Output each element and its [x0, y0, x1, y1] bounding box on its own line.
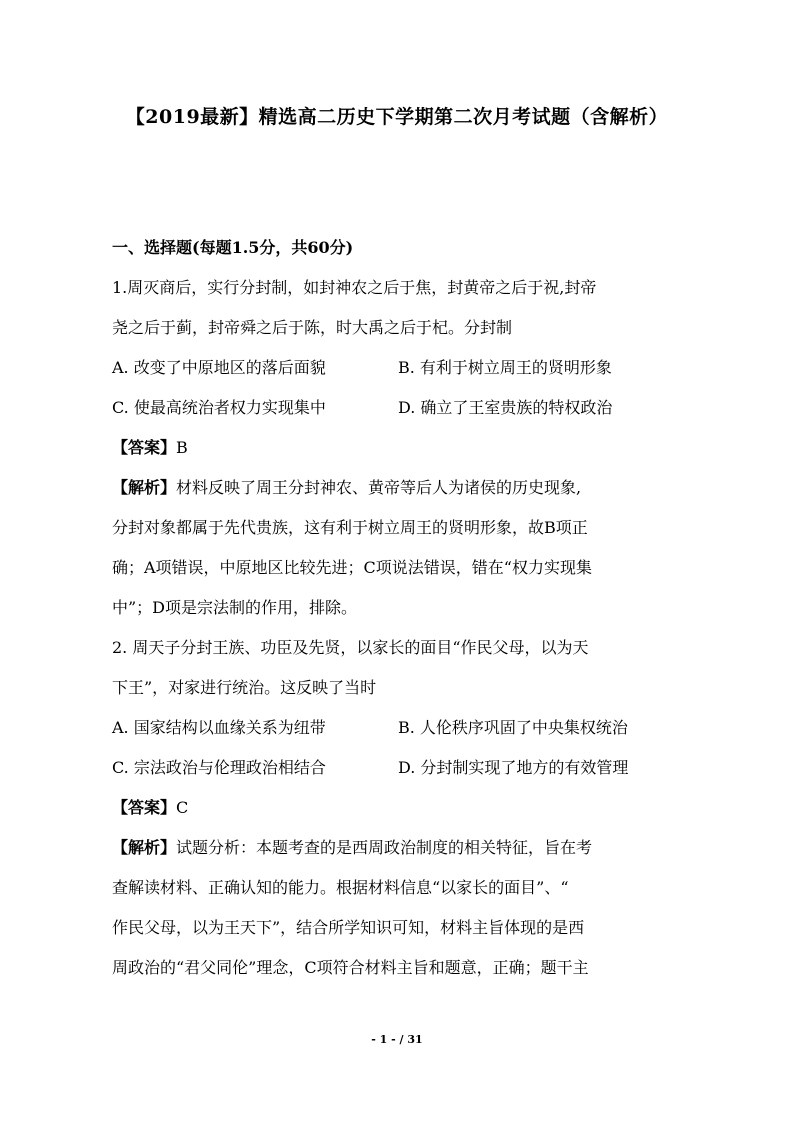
question-1-option-c: C. 使最高统治者权力实现集中 — [112, 398, 326, 417]
question-1-analysis-line-1 — [112, 468, 684, 508]
answer-value: B — [176, 438, 188, 457]
answer-value: C — [176, 798, 189, 817]
question-1-analysis-line-4: 中”；D项是宗法制的作用，排除。 — [112, 598, 358, 617]
question-2-stem-line-2: 下王”，对家进行统治。这反映了当时 — [112, 678, 377, 697]
question-1-option-d: D. 确立了王室贵族的特权政治 — [398, 398, 613, 417]
question-2-option-a: A. 国家结构以血缘关系为纽带 — [112, 718, 326, 737]
question-2-answer — [112, 788, 684, 828]
question-1-answer — [112, 428, 684, 468]
question-2-option-b: B. 人伦秩序巩固了中央集权统治 — [398, 718, 628, 737]
question-1-stem-line-1: 1.周灭商后，实行分封制，如封神农之后于焦，封黄帝之后于祝,封帝 — [112, 278, 597, 297]
question-2-options-row-2 — [112, 748, 684, 788]
question-1-option-b: B. 有利于树立周王的贤明形象 — [398, 358, 612, 377]
document-title: 【2019最新】精选高二历史下学期第二次月考试题（含解析） — [125, 106, 669, 128]
question-1-options-row-1 — [112, 348, 684, 388]
question-2-analysis-line-3: 作民父母，以为王天下”，结合所学知识可知，材料主旨体现的是西 — [112, 918, 585, 937]
question-2-option-c: C. 宗法政治与伦理政治相结合 — [112, 758, 326, 777]
question-1-analysis-line-3: 确；A项错误，中原地区比较先进；C项说法错误，错在“权力实现集 — [112, 558, 592, 577]
question-2-stem-line-1: 2. 周天子分封王族、功臣及先贤，以家长的面目“作民父母，以为天 — [112, 638, 589, 657]
question-1-analysis-line-2: 分封对象都属于先代贵族，这有利于树立周王的贤明形象，故B项正 — [112, 518, 588, 537]
section-heading: 一、选择题(每题1.5分，共60分) — [112, 238, 354, 257]
page-number-footer: - 1 - / 31 — [371, 1033, 423, 1046]
answer-label: 【答案】 — [112, 438, 177, 457]
question-1 — [112, 268, 684, 628]
question-1-stem-line-2: 尧之后于蓟，封帝舜之后于陈，时大禹之后于杞。分封制 — [112, 318, 513, 337]
question-2-options-row-1 — [112, 708, 684, 748]
analysis-text: 材料反映了周王分封神农、黄帝等后人为诸侯的历史现象, — [176, 478, 582, 497]
document-body — [112, 228, 684, 988]
question-1-options-row-2 — [112, 388, 684, 428]
analysis-text: 试题分析：本题考查的是西周政治制度的相关特征，旨在考 — [176, 838, 593, 857]
analysis-label: 【解析】 — [112, 478, 177, 497]
question-2-analysis-line-2: 查解读材料、正确认知的能力。根据材料信息“以家长的面目”、“ — [112, 878, 569, 897]
question-2 — [112, 628, 684, 988]
answer-label: 【答案】 — [112, 798, 177, 817]
question-1-option-a: A. 改变了中原地区的落后面貌 — [112, 358, 326, 377]
question-2-analysis-line-1 — [112, 828, 684, 868]
question-2-analysis-line-4: 周政治的“君父同伦”理念，C项符合材料主旨和题意，正确；题干主 — [112, 958, 589, 977]
analysis-label: 【解析】 — [112, 838, 177, 857]
question-2-option-d: D. 分封制实现了地方的有效管理 — [398, 758, 629, 777]
